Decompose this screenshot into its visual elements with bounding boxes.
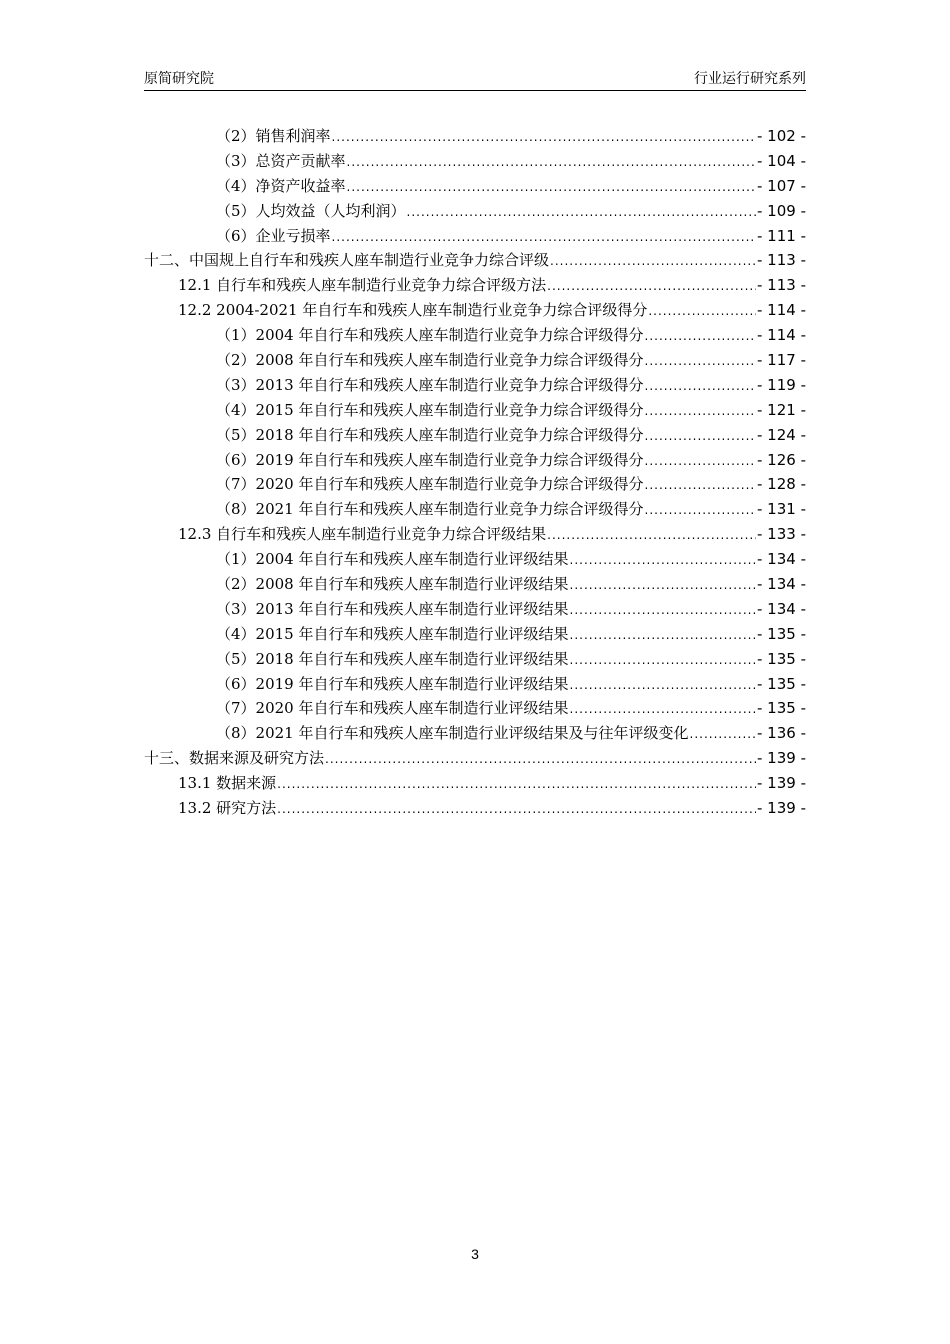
toc-entry[interactable] (144, 174, 806, 199)
page-header (144, 66, 806, 91)
toc-entry[interactable] (144, 547, 806, 572)
toc-leader-dots (570, 573, 757, 597)
toc-entry-page: - 131 - (757, 500, 806, 519)
toc-leader-dots (645, 349, 757, 373)
toc-leader-dots (645, 374, 757, 398)
toc-leader-dots (570, 673, 757, 697)
toc-entry-label: 十二、中国规上自行车和残疾人座车制造行业竞争力综合评级 (144, 251, 550, 270)
toc-leader-dots (347, 175, 756, 199)
toc-entry-label: （3）2013 年自行车和残疾人座车制造行业竞争力综合评级得分 (216, 375, 644, 394)
toc-entry-page: - 134 - (757, 550, 806, 569)
toc-entry-label: （5）2018 年自行车和残疾人座车制造行业竞争力综合评级得分 (216, 425, 644, 444)
toc-leader-dots (277, 797, 756, 821)
toc-entry-page: - 102 - (757, 127, 806, 145)
toc-entry[interactable] (144, 323, 806, 348)
toc-entry[interactable] (144, 522, 806, 547)
table-of-contents (144, 124, 806, 821)
toc-entry[interactable] (144, 696, 806, 721)
toc-entry-label: 12.2 2004-2021 年自行车和残疾人座车制造行业竞争力综合评级得分 (178, 301, 648, 320)
toc-leader-dots (332, 125, 756, 149)
toc-entry-page: - 139 - (757, 774, 806, 793)
toc-entry[interactable] (144, 572, 806, 597)
toc-entry[interactable] (144, 497, 806, 522)
toc-entry[interactable] (144, 672, 806, 697)
toc-entry-label: 13.2 研究方法 (178, 799, 277, 818)
toc-entry-page: - 128 - (757, 475, 806, 494)
toc-entry-label: 12.1 自行车和残疾人座车制造行业竞争力综合评级方法 (178, 276, 547, 295)
toc-leader-dots (645, 498, 757, 522)
toc-entry-page: - 133 - (757, 525, 806, 544)
toc-entry[interactable] (144, 199, 806, 224)
toc-entry-page: - 126 - (757, 450, 806, 469)
toc-leader-dots (570, 697, 757, 721)
toc-entry[interactable] (144, 622, 806, 647)
toc-entry-label: （1）2004 年自行车和残疾人座车制造行业竞争力综合评级得分 (216, 326, 644, 345)
toc-entry-label: （3）总资产贡献率 (216, 151, 346, 170)
toc-leader-dots (547, 274, 756, 298)
toc-entry-label: （6）2019 年自行车和残疾人座车制造行业评级结果 (216, 674, 569, 693)
toc-entry-label: （1）2004 年自行车和残疾人座车制造行业评级结果 (216, 550, 569, 569)
toc-entry-page: - 114 - (757, 301, 806, 320)
toc-entry-page: - 114 - (757, 326, 806, 345)
toc-leader-dots (645, 449, 757, 473)
toc-entry[interactable] (144, 273, 806, 298)
toc-entry[interactable] (144, 124, 806, 149)
toc-entry[interactable] (144, 348, 806, 373)
toc-entry-page: - 104 - (757, 151, 806, 170)
toc-entry-page: - 117 - (757, 351, 806, 370)
toc-leader-dots (645, 473, 757, 497)
toc-entry-label: 12.3 自行车和残疾人座车制造行业竞争力综合评级结果 (178, 525, 547, 544)
toc-leader-dots (648, 299, 756, 323)
toc-entry[interactable] (144, 472, 806, 497)
toc-leader-dots (407, 200, 756, 224)
toc-entry-label: （4）2015 年自行车和残疾人座车制造行业竞争力综合评级得分 (216, 400, 644, 419)
toc-entry-label: （7）2020 年自行车和残疾人座车制造行业评级结果 (216, 699, 569, 718)
toc-entry-page: - 121 - (757, 400, 806, 419)
toc-entry[interactable] (144, 448, 806, 473)
toc-leader-dots (570, 648, 757, 672)
toc-entry[interactable] (144, 597, 806, 622)
toc-entry-page: - 136 - (757, 724, 806, 743)
page-number: 3 (471, 1246, 479, 1262)
toc-entry-label: （5）人均效益（人均利润） (216, 201, 406, 220)
toc-entry[interactable] (144, 721, 806, 746)
header-series-name: 行业运行研究系列 (694, 71, 806, 87)
toc-entry-page: - 134 - (757, 575, 806, 594)
toc-entry-label: （4）2015 年自行车和残疾人座车制造行业评级结果 (216, 624, 569, 643)
toc-entry-label: （4）净资产收益率 (216, 176, 346, 195)
toc-leader-dots (570, 548, 757, 572)
toc-leader-dots (690, 722, 757, 746)
toc-entry[interactable] (144, 647, 806, 672)
toc-entry-label: 13.1 数据来源 (178, 774, 277, 793)
toc-entry-page: - 134 - (757, 599, 806, 618)
toc-leader-dots (645, 399, 757, 423)
toc-entry-page: - 113 - (757, 251, 806, 270)
toc-entry-label: （6）企业亏损率 (216, 226, 331, 245)
toc-entry-page: - 139 - (757, 749, 806, 768)
toc-leader-dots (547, 523, 756, 547)
toc-entry[interactable] (144, 398, 806, 423)
toc-entry-label: （7）2020 年自行车和残疾人座车制造行业竞争力综合评级得分 (216, 475, 644, 494)
toc-entry[interactable] (144, 248, 806, 273)
toc-entry-label: （2）2008 年自行车和残疾人座车制造行业评级结果 (216, 575, 569, 594)
toc-entry-page: - 119 - (757, 375, 806, 394)
toc-entry[interactable] (144, 423, 806, 448)
toc-entry[interactable] (144, 746, 806, 771)
toc-leader-dots (645, 424, 757, 448)
header-org-name: 原简研究院 (144, 71, 214, 87)
toc-entry[interactable] (144, 298, 806, 323)
toc-entry[interactable] (144, 224, 806, 249)
toc-entry-page: - 135 - (757, 674, 806, 693)
toc-entry-label: （3）2013 年自行车和残疾人座车制造行业评级结果 (216, 599, 569, 618)
toc-entry-page: - 107 - (757, 176, 806, 195)
toc-entry-label: 十三、数据来源及研究方法 (144, 749, 325, 768)
toc-leader-dots (332, 225, 756, 249)
toc-entry-page: - 135 - (757, 649, 806, 668)
toc-leader-dots (570, 598, 757, 622)
toc-entry[interactable] (144, 796, 806, 821)
toc-entry-label: （8）2021 年自行车和残疾人座车制造行业竞争力综合评级得分 (216, 500, 644, 519)
toc-entry-page: - 139 - (757, 799, 806, 818)
toc-entry-label: （2）销售利润率 (216, 127, 331, 145)
toc-entry[interactable] (144, 771, 806, 796)
toc-leader-dots (550, 249, 756, 273)
toc-entry-label: （2）2008 年自行车和残疾人座车制造行业竞争力综合评级得分 (216, 351, 644, 370)
toc-leader-dots (347, 150, 756, 174)
toc-entry-label: （5）2018 年自行车和残疾人座车制造行业评级结果 (216, 649, 569, 668)
toc-entry-page: - 135 - (757, 624, 806, 643)
toc-entry-page: - 109 - (757, 201, 806, 220)
toc-entry-page: - 124 - (757, 425, 806, 444)
toc-entry-page: - 135 - (757, 699, 806, 718)
toc-leader-dots (570, 623, 757, 647)
toc-leader-dots (645, 324, 757, 348)
toc-entry-page: - 113 - (757, 276, 806, 295)
toc-entry-label: （6）2019 年自行车和残疾人座车制造行业竞争力综合评级得分 (216, 450, 644, 469)
toc-entry-label: （8）2021 年自行车和残疾人座车制造行业评级结果及与往年评级变化 (216, 724, 689, 743)
toc-entry[interactable] (144, 373, 806, 398)
toc-leader-dots (277, 772, 756, 796)
toc-entry-page: - 111 - (757, 226, 806, 245)
toc-entry[interactable] (144, 149, 806, 174)
toc-leader-dots (325, 747, 756, 771)
